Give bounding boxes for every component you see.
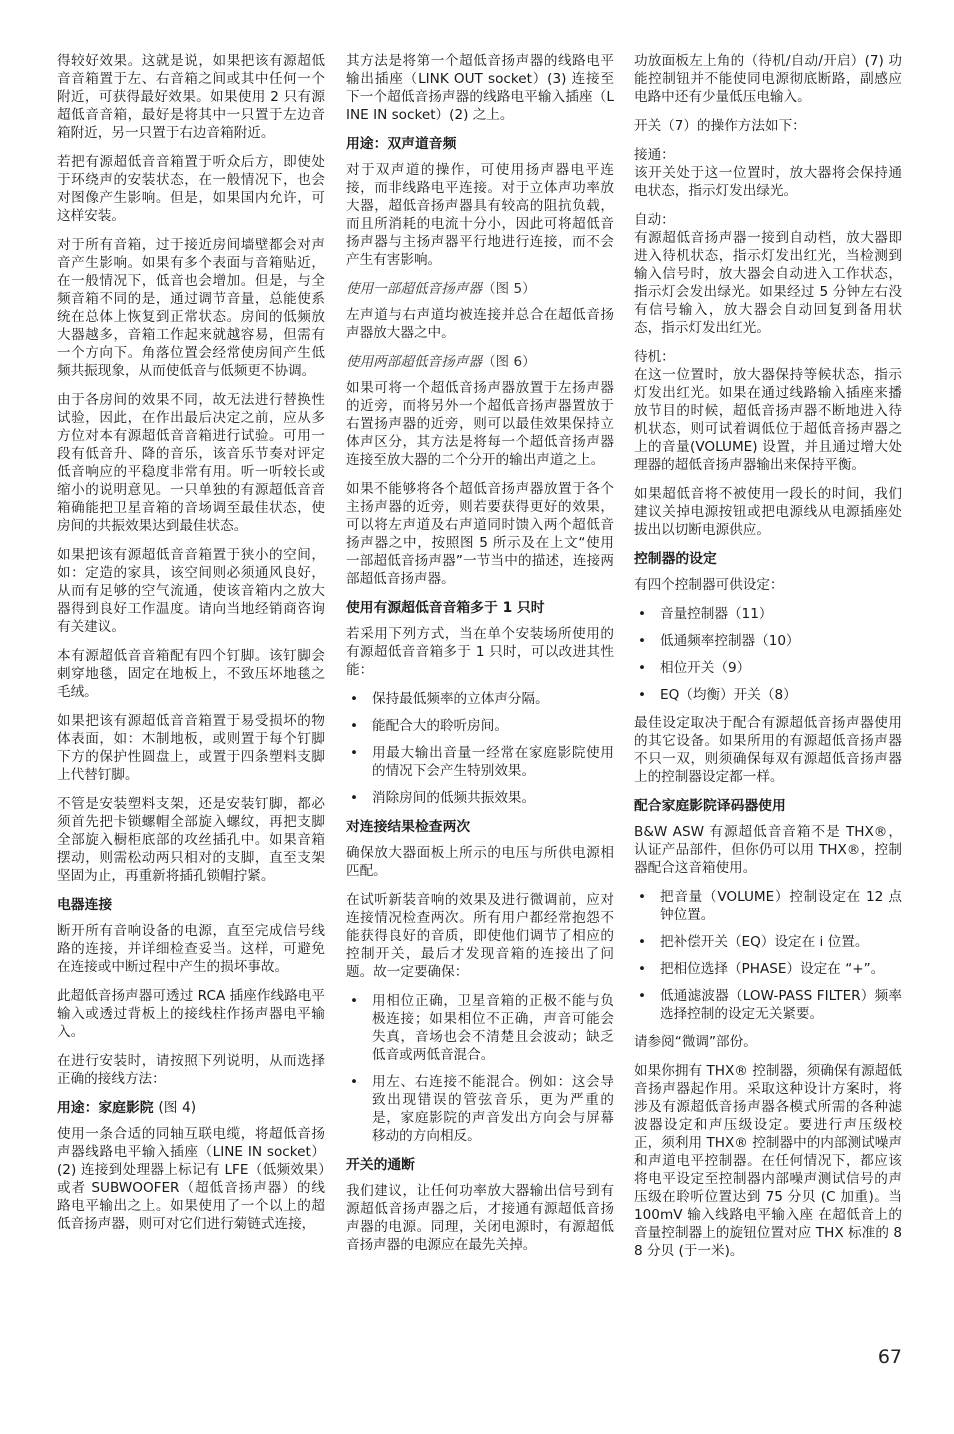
paragraph: 本有源超低音音箱配有四个钉脚。该钉脚会刺穿地毯，固定在地板上，不致压坏地毯之毛绒。 <box>57 648 325 700</box>
section-heading: 对连接结果检查两次 <box>346 819 471 835</box>
list-item: • 低通滤波器（LOW-PASS FILTER）频率选择控制的设定无关紧要。 <box>634 987 902 1023</box>
paragraph: 如果把该有源超低音音箱置于狭小的空间，如：定造的家具，该空间则必须通风良好，从而有足够的空气流通，使该音箱内之放大器得到良好工作温度。请向当地经销商咨询有关建议。 <box>57 547 325 635</box>
bullet-list <box>346 690 614 807</box>
italic-title: 使用一部超低音扬声器 <box>346 281 482 297</box>
list-item: • 用左、右连接不能混合。例如：这会导致出现错误的管弦音乐，更为严重的是，家庭影院的声音发出方向会与屏幕移动的方向相反。 <box>346 1073 614 1145</box>
section-heading: 控制器的设定 <box>634 551 717 567</box>
list-item: • 用最大输出音量一经常在家庭影院使用的情况下会产生特别效果。 <box>346 744 614 780</box>
section-heading: 配合家庭影院译码器使用 <box>634 798 786 814</box>
list-item: • 保持最低频率的立体声分隔。 <box>346 690 614 708</box>
mode-label: 接通： <box>634 147 675 163</box>
paragraph: B&W ASW 有源超低音音箱不是 THX®，认证产品部件，但你仍可以用 THX®，控制器配合这音箱使用。 <box>634 824 902 876</box>
section-heading: 用途：双声道音频 <box>346 136 457 152</box>
paragraph: 由于各房间的效果不同，故无法进行替换性试验，因此，在作出最后决定之前，应从多方位对本有源超低音音箱进行试验。可用一段有低音升、降的音乐，该音乐节奏对评定低音响应的平稳度非常有用。听一听较长或缩小的说明意见。一只单独的有源超低音音箱确能把卫星音箱的音场调至最佳状态，使房间的共振效果达到最佳状态。 <box>57 392 325 534</box>
paragraph: 有四个控制器可供设定： <box>634 577 784 593</box>
section-heading: 电器连接 <box>57 897 113 913</box>
figure-reference: (图 4) <box>158 1100 197 1116</box>
list-item: • 用相位正确，卫星音箱的正极不能与负极连接；如果相位不正确，声音可能会失真，音场也会不清楚且会波动；缺乏低音或两低音混合。 <box>346 992 614 1064</box>
paragraph: 如果可将一个超低音扬声器放置于左扬声器的近旁，而将另外一个超低音扬声器置放于右置扬声器的近旁，则可以最佳效果保持立体声区分，其方法是将每一个超低音扬声器连接至放大器的二个分开的输出声道之上。 <box>346 380 614 468</box>
list-item: • 能配合大的聆听房间。 <box>346 717 614 735</box>
paragraph: 确保放大器面板上所示的电压与所供电源相匹配。 <box>346 845 614 879</box>
paragraph: 若采用下列方式，当在单个安装场所使用的有源超低音音箱多于 1 只时，可以改进其性能： <box>346 626 614 678</box>
subsection-title: 用途：家庭影院 <box>57 1100 154 1116</box>
list-item: • 音量控制器（11） <box>634 605 902 623</box>
list-item: • 把补偿开关（EQ）设定在 i 位置。 <box>634 933 902 951</box>
subsection-heading <box>57 1099 325 1117</box>
paragraph: 如果超低音将不被使用一段长的时间，我们建议关掉电源按钮或把电源线从电源插座处拔出以切断电源供应。 <box>634 486 902 538</box>
section-heading: 使用有源超低音音箱多于 1 只时 <box>346 600 545 616</box>
list-item: • EQ（均衡）开关（8） <box>634 686 902 704</box>
bullet-list <box>634 888 902 1023</box>
paragraph: 若把有源超低音音箱置于听众后方，即使处于环绕声的安装状态，在一般情况下，也会对图像产生影响。但是，如果国内允许，可这样安装。 <box>57 154 325 224</box>
paragraph: 开关（7）的操作方法如下： <box>634 118 806 134</box>
list-item: • 把相位选择（PHASE）设定在 “+”。 <box>634 960 902 978</box>
italic-subheading <box>346 353 614 371</box>
paragraph: 在进行安装时，请按照下列说明，从而选择正确的接线方法： <box>57 1053 325 1087</box>
column-left <box>57 52 325 1244</box>
paragraph: 如果不能够将各个超低音扬声器放置于各个主扬声器的近旁，则若要获得更好的效果，可以将左声道及右声道同时馈入两个超低音扬声器之中，按照图 5 所示及在上文“使用一部超低音扬声器”一节当中的描述，连接两部超低音扬声器。 <box>346 481 614 587</box>
page-number: 67 <box>877 1346 902 1368</box>
italic-subheading <box>346 280 614 298</box>
paragraph: 对于双声道的操作，可使用扬声器电平连接，而非线路电平连接。对于立体声功率放大器，超低音扬声器具有较高的阻抗负载，而且所消耗的电流十分小，因此可将超低音扬声器与主扬声器平行地进行连接，而不会产生有害影响。 <box>346 162 614 268</box>
paragraph: 功放面板左上角的（待机/自动/开启）(7) 功能控制钮并不能使同电源彻底断路，副感应电路中还有少量低压电输入。 <box>634 53 902 105</box>
paragraph: 得较好效果。这就是说，如果把该有源超低音音箱置于左、右音箱之间或其中任何一个附近，可获得最好效果。如果使用 2 只有源超低音音箱，最好是将其中一只置于左边音箱附近，另一只置于右边音箱附近。 <box>57 53 325 141</box>
list-item: • 相位开关（9） <box>634 659 902 677</box>
list-item: • 低通频率控制器（10） <box>634 632 902 650</box>
paragraph: 在这一位置时，放大器保持等候状态，指示灯发出红光。如果在通过线路输入插座来播放节目的时候，超低音扬声器不断地进入待机状态，则可试着调低位于超低音扬声器之上的音量(VOLUME) 设置，并且通过增大处理器的超低音扬声器输出来保持平衡。 <box>634 367 902 473</box>
paragraph: 不管是安装塑料支架，还是安装钉脚，都必须首先把卡锁螺帽全部旋入螺纹，再把支脚全部旋入橱柜底部的攻丝插孔中。如果音箱摆动，则需松动两只相对的支脚，直至支架坚固为止，再重新将插孔锁帽拧紧。 <box>57 796 325 884</box>
paragraph: 此超低音扬声器可透过 RCA 插座作线路电平输入或透过背板上的接线柱作扬声器电平输入。 <box>57 988 325 1040</box>
paragraph: 使用一条合适的同轴互联电缆，将超低音扬声器线路电平输入插座（LINE IN socket）(2) 连接到处理器上标记有 LFE（低频效果）或者 SUBWOOFER（超低音扬声器）的线路电平输出之上。如果使用了一个以上的超低音扬声器，则可对它们进行菊链式连接， <box>57 1126 325 1232</box>
paragraph: 有源超低音扬声器一接到自动档，放大器即进入待机状态，指示灯发出红光，当检测到输入信号时，放大器会自动进入工作状态，指示灯会发出绿光。如果经过 5 分钟左右没有信号输入，放大器会自动回复到备用状态，指示灯发出红光。 <box>634 230 902 336</box>
mode-label: 待机： <box>634 349 675 365</box>
italic-title: 使用两部超低音扬声器 <box>346 354 482 370</box>
section-heading: 开关的通断 <box>346 1157 415 1173</box>
figure-reference: （图 5） <box>481 281 536 297</box>
paragraph: 请参阅“微调”部份。 <box>634 1034 757 1050</box>
list-item: • 把音量（VOLUME）控制设定在 12 点钟位置。 <box>634 888 902 924</box>
paragraph: 左声道与右声道均被连接并总合在超低音扬声器放大器之中。 <box>346 307 614 341</box>
paragraph: 该开关处于这一位置时，放大器将会保持通电状态，指示灯发出绿光。 <box>634 165 902 199</box>
column-right <box>634 52 902 1271</box>
mode-label: 自动： <box>634 212 675 228</box>
paragraph: 断开所有音响设备的电源，直至完成信号线路的连接，并详细检查妥当。这样，可避免在连接或中断过程中产生的损坏事故。 <box>57 923 325 975</box>
paragraph: 我们建议，让任何功率放大器输出信号到有源超低音扬声器之后，才接通有源超低音扬声器的电源。同理，关闭电源时，有源超低音扬声器的电源应在最先关掉。 <box>346 1183 614 1253</box>
figure-reference: （图 6） <box>481 354 536 370</box>
column-middle <box>346 52 614 1265</box>
paragraph: 如果你拥有 THX® 控制器，须确保有源超低音扬声器起作用。采取这种设计方案时，将涉及有源超低音扬声器各模式所需的各种滤波器设定和声压级设定。要进行声压级校正，须利用 THX® 控制器中的内部测试噪声和声道电平控制器。在任何情况下，都应该将电平设定至控制器内部噪声测试信号的声压级在聆听位置达到 75 分贝 (C 加重)。当 100mV 输入线路电平输入座 在超低音上的音量控制器上的旋钮位置对应 THX 标准的 88 分贝 (于一米)。 <box>634 1063 902 1259</box>
paragraph: 在试听新装音响的效果及进行微调前，应对连接情况检查两次。所有用户都经常抱怨不能获得良好的音质，即使他们调节了相应的控制开关，最后才发现音箱的连接出了问题。故一定要确保： <box>346 892 614 980</box>
paragraph: 其方法是将第一个超低音扬声器的线路电平输出插座（LINK OUT socket）(3) 连接至下一个超低音扬声器的线路电平输入插座（LINE IN socket）(2) 之上。 <box>346 53 614 123</box>
paragraph: 最佳设定取决于配合有源超低音扬声器使用的其它设备。如果所用的有源超低音扬声器不只一双，则须确保每双有源超低音扬声器上的控制器设定都一样。 <box>634 715 902 785</box>
bullet-list <box>634 605 902 704</box>
bullet-list <box>346 992 614 1145</box>
paragraph: 如果把该有源超低音音箱置于易受损坏的物体表面，如：木制地板，或则置于每个钉脚下方的保护性圆盘上，或置于四条塑料支脚上代替钉脚。 <box>57 713 325 783</box>
list-item: • 消除房间的低频共振效果。 <box>346 789 614 807</box>
paragraph: 对于所有音箱，过于接近房间墙壁都会对声音产生影响。如果有多个表面与音箱贴近，在一般情况下，低音也会增加。但是，与全频音箱不同的是，通过调节音量，总能使系统在总体上恢复到正常状态。房间的低频放大器越多，音箱工作起来就越容易，但需有一个方向下。角落位置会经常使房间产生低频共振现象，从而使低音与低频更不协调。 <box>57 237 325 379</box>
